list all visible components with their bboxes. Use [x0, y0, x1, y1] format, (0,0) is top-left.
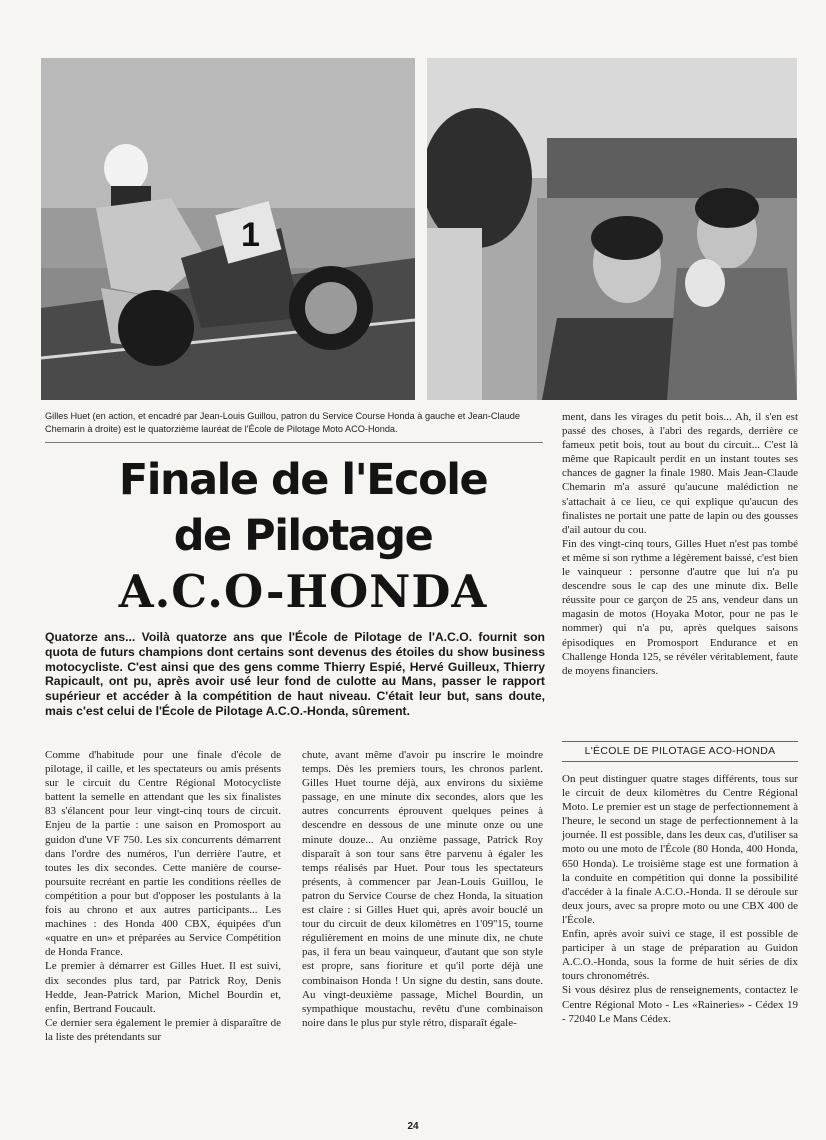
paragraph: Ce dernier sera également le premier à disparaître de la liste des prétendants sur: [45, 1016, 281, 1043]
headline-line-2: de Pilotage: [173, 511, 433, 561]
headline-line-3: A.C.O-HONDA: [118, 565, 488, 618]
paragraph: On peut distinguer quatre stages différents, tous sur le circuit de deux kilomètres du Centre Régional Moto. Le premier est un stage de perfectionnement à l'heure, le second un stage de perfectionnement à la journée. Il est possible, dans les deux cas, d'utiliser sa moto ou une moto de l'École (80 Honda, 400 Honda, 650 Honda). Le troisième stage est une formation à la conduite en compétition qui donne la possibilité d'accéder à la finale A.C.O.-Honda. Il se déroule sur deux jours, avec sa propre moto ou une CBX 400 de l'École.: [562, 773, 798, 926]
article-column-2: [302, 748, 543, 1030]
page-number: 24: [407, 1121, 419, 1132]
paragraph: chute, avant même d'avoir pu inscrire le moindre temps. Dès les premiers tours, les chronos parlent. Gilles Huet tourne déjà, aux environs du sixième passage, en une minute dix secondes, alors que les autres concurrents éprouvent quelques peines à descendre en dessous de une minute onze ou une minute douze... Au onzième passage, Patrick Roy disparaît à son tour sans être parvenu à égaler les temps réalisés par Huet. Pour tous les spectateurs présents, à commencer par Jean-Louis Guillou, le patron du Service Course de chez Honda, la situation est claire : si Gilles Huet qui, après avoir bouclé un tour du circuit de deux kilomètres en 1'09''15, tourne régulièrement en moins de une minute dix, ne chute pas, il fera un beau vainqueur, d'autant que son style est propre, sans fioriture et qu'il porte déjà une combinaison Honda ! Un signe du destin, sans doute. Au vingt-deuxième passage, Michel Bourdin, un sympathique moustachu, revêtu d'une combinaison noire dans le plus pur style rétro, disparaît égale-: [302, 749, 543, 1029]
article-column-3: [562, 410, 798, 678]
article-headline: [60, 452, 546, 620]
sidebar-box-title: L'ÉCOLE DE PILOTAGE ACO-HONDA: [562, 741, 798, 762]
paragraph: Comme d'habitude pour une finale d'école de pilotage, il caille, et les spectateurs ou amis présents sur le circuit du Centre Régional Motocycliste battent la semelle en attendant que les six finalistes 83 s'élancent pour leur vingt-cinq tours de circuit. Enjeu de la partie : une saison en Promosport au guidon d'une VF 750. Les six concurrents démarrent dans l'ordre des numéros, l'un derrière l'autre, et toutes les dix secondes. Cette manière de course-poursuite recréant en partie les conditions réelles de compétition a pour but d'opposer les postulants à la fois au chrono et aux autres participants... Les machines : des Honda 400 CBX, équipées d'un «quatre en un» et préparées au Service Compétition de Honda France.: [45, 749, 281, 959]
paragraph: Fin des vingt-cinq tours, Gilles Huet n'est pas tombé et même si son rythme a légèrement baissé, c'est bien le vainqueur : personne d'autre que lui n'a pu descendre sous le cap des une minute dix. Belle réussite pour ce garçon de 25 ans, vendeur dans un magasin de motos (Hoyaka Motor, pour ne pas le nommer) qui n'a pu, après quelques saisons épisodiques en Promosport Endurance et en Challenge Honda 125, se révéler véritablement, faute de moyens financiers.: [562, 537, 798, 677]
paragraph: Si vous désirez plus de renseignements, contactez le Centre Régional Moto - Les «Raineries» - Cédex 19 - 72040 Le Mans Cédex.: [562, 984, 798, 1025]
article-lead: Quatorze ans... Voilà quatorze ans que l'École de Pilotage de l'A.C.O. fournit son quota de futurs champions dont certains sont devenus des étoiles du show business motocycliste. C'est ainsi que des gens comme Thierry Espié, Hervé Guilleux, Thierry Rapicault, ont pu, après avoir usé leur fond de culotte au Mans, passer le rapport supérieur et accéder à la compétition de haut niveau. C'était leur but, sans doute, mais c'est celui de l'École de Pilotage A.C.O.-Honda, sûrement.: [45, 630, 545, 718]
paragraph: Enfin, après avoir suivi ce stage, il est possible de participer à un stage de préparation au Guidon A.C.O.-Honda, sous la forme de huit séries de dix tours chronométrés.: [562, 928, 798, 983]
article-column-1: [45, 748, 281, 1044]
paragraph: Le premier à démarrer est Gilles Huet. Il est suivi, dix secondes plus tard, par Patrick Roy, Denis Hedde, Jean-Patrick Marion, Michel Bourdin et, enfin, Bertrand Foucault.: [45, 960, 281, 1015]
paragraph: ment, dans les virages du petit bois... Ah, il s'en est passé des choses, à l'abri des regards, derrière ce fameux petit bois, tout au bout du circuit... C'est là même que Rapicault perdit en un instant toutes ses chances de gagner la finale 1980. Mais Jean-Claude Chemarin m'a assuré qu'aucune malédiction ne s'attachait à ce lieu, ce qui explique qu'aucun des finalistes ne portait une patte de lapin ou des gousses d'ail autour du cou.: [562, 411, 798, 536]
caption-divider: [45, 442, 543, 443]
sidebar-box-text: [562, 772, 798, 1026]
photo-winner-group: [427, 58, 797, 400]
photo-rider-in-action: [41, 58, 415, 400]
headline-line-1: Finale de l'Ecole: [118, 455, 488, 505]
race-number: 1: [241, 216, 260, 254]
photo-caption: Gilles Huet (en action, et encadré par Jean-Louis Guillou, patron du Service Course Honda à gauche et Jean-Claude Chemarin à droite) est le quatorzième lauréat de l'École de Pilotage Moto ACO-Honda.: [45, 411, 520, 434]
